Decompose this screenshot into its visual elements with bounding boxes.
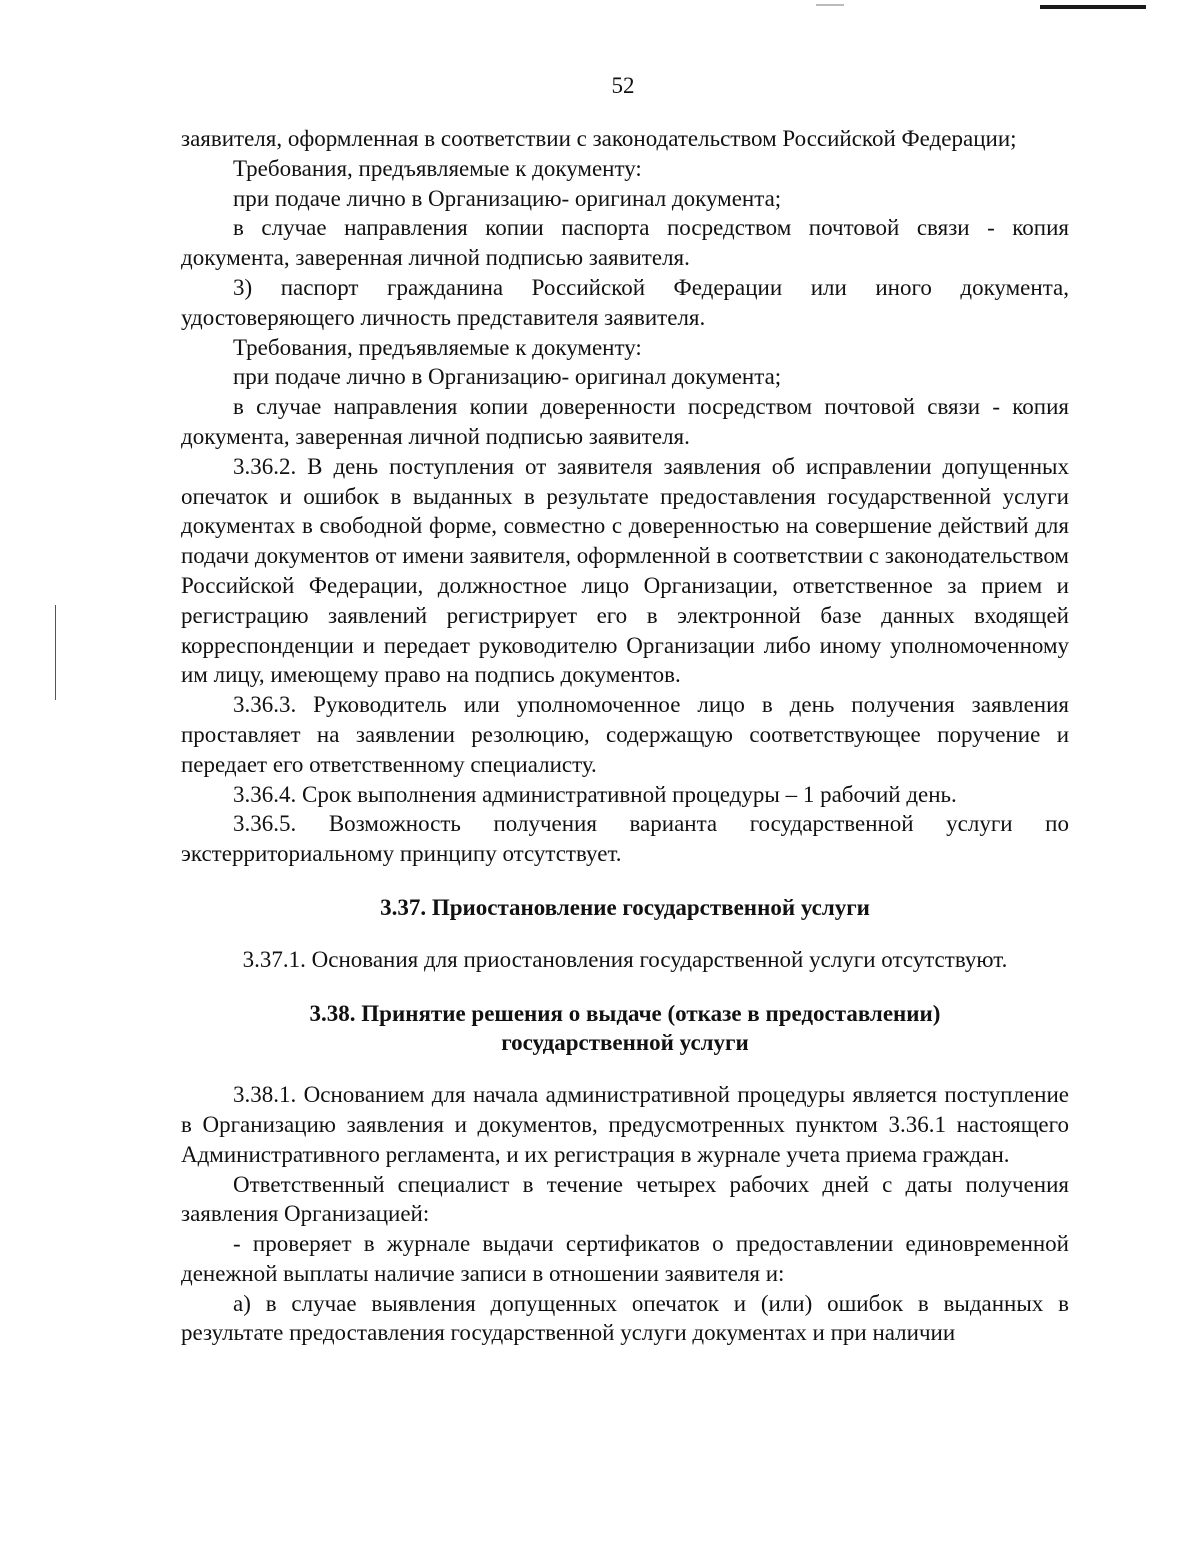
paragraph: в случае направления копии паспорта посредством почтовой связи - копия документа, заверенная личной подписью заявителя. [181, 215, 1069, 271]
paragraph: в случае направления копии доверенности посредством почтовой связи - копия документа, заверенная личной подписью заявителя. [181, 394, 1069, 449]
paragraph: 3.38.1. Основанием для начала административной процедуры является поступление в Организацию заявления и документов, предусмотренных пунктом 3.36.1 настоящего Административного регламента, и их регистрация в журнале учета приема граждан. [181, 1082, 1069, 1167]
paragraph: 3.36.3. Руководитель или уполномоченное лицо в день получения заявления проставляет на заявлении резолюцию, содержащую соответствующее поручение и передает его ответственному специалисту. [181, 692, 1069, 777]
paragraph: 3) паспорт гражданина Российской Федерации или иного документа, удостоверяющего личность представителя заявителя. [181, 274, 1069, 330]
document-body [181, 124, 1069, 1348]
scan-artifact-margin-line [55, 605, 56, 700]
paragraph: 3.36.2. В день поступления от заявителя заявления об исправлении допущенных опечаток и ошибок в выданных в результате предоставления государственной услуги документах в свободной форме, совместно с доверенностью на совершение действий для подачи документов от имени заявителя, оформленной в соответствии с законодательством Российской Федерации, должностное лицо Организации, ответственное за прием и регистрацию заявлений регистрирует его в электронной базе данных входящей корреспонденции и передает руководителю Организации либо иному уполномоченному им лицу, имеющему право на подпись документов. [181, 453, 1069, 688]
paragraph: Ответственный специалист в течение четырех рабочих дней с даты получения заявления Организацией: [181, 1171, 1069, 1227]
spacer [181, 869, 1069, 893]
paragraph: а) в случае выявления допущенных опечаток и (или) ошибок в выданных в результате предоставления государственной услуги документах и при наличии [181, 1290, 1069, 1346]
paragraph: 3.36.5. Возможность получения варианта государственной услуги по экстерриториальному принципу отсутствует. [181, 811, 1069, 867]
section-heading-3-37: 3.37. Приостановление государственной услуги [380, 894, 870, 920]
spacer [181, 923, 1069, 945]
paragraph: заявителя, оформленная в соответствии с законодательством Российской Федерации; [181, 126, 1017, 151]
spacer [181, 1058, 1069, 1080]
spacer [181, 975, 1069, 999]
paragraph: 3.36.4. Срок выполнения административной процедуры – 1 рабочий день. [233, 781, 957, 807]
paragraph: при подаче лично в Организацию- оригинал документа; [233, 364, 782, 390]
paragraph: Требования, предъявляемые к документу: [233, 334, 642, 360]
paragraph: - проверяет в журнале выдачи сертификатов о предоставлении единовременной денежной выплаты наличие записи в отношении заявителя и: [181, 1231, 1069, 1286]
scan-artifact-speck [816, 4, 844, 6]
paragraph: при подаче лично в Организацию- оригинал документа; [233, 185, 782, 211]
scan-artifact-line [1040, 5, 1146, 9]
paragraph: 3.37.1. Основания для приостановления государственной услуги отсутствуют. [242, 946, 1008, 972]
section-heading-3-38-line2: государственной услуги [501, 1030, 749, 1056]
page-number: 52 [611, 73, 635, 98]
section-heading-3-38-line1: 3.38. Принятие решения о выдаче (отказе в предоставлении) [309, 1000, 941, 1026]
paragraph: Требования, предъявляемые к документу: [233, 155, 642, 181]
